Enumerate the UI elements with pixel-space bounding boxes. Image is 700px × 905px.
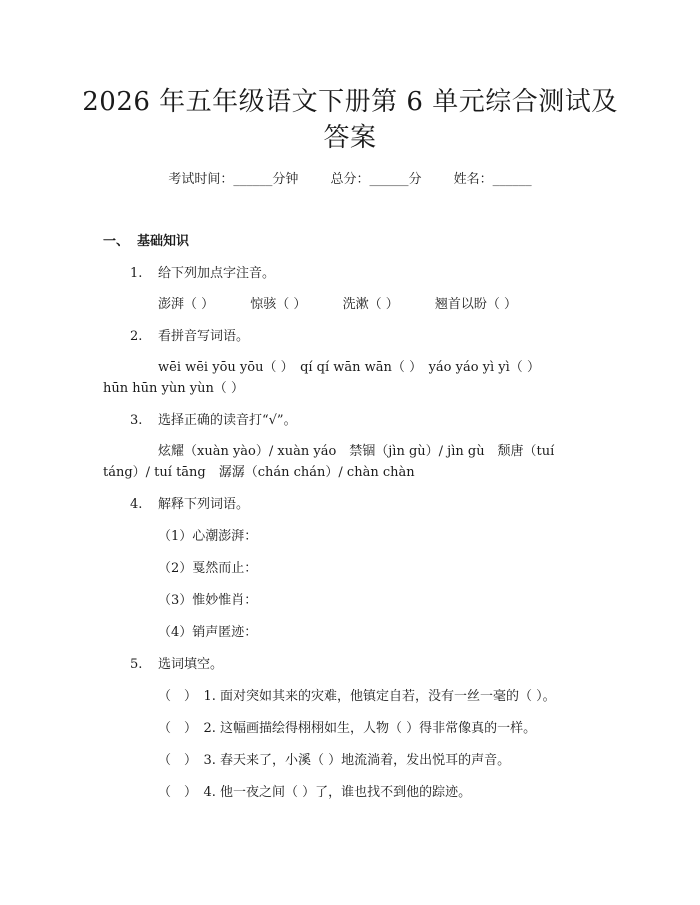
list-item: 翘首以盼（ ） <box>434 297 517 312</box>
exam-time: 考试时间：______分钟 <box>168 172 299 187</box>
question-number: 1. <box>130 266 143 281</box>
list-item: （ ） 3. 春天来了，小溪（ ）地流淌着，发出悦耳的声音。 <box>158 753 511 768</box>
question-number: 5. <box>130 657 143 672</box>
question-number: 3. <box>130 413 143 428</box>
section-heading <box>103 230 189 249</box>
question-2-line-1: wēi wēi yōu yōu（ ） qí qí wān wān（ ） yáo yáo yì yì（ ） <box>158 360 540 375</box>
question-number: 4. <box>130 497 143 512</box>
title-line-1: 2026 年五年级语文下册第 6 单元综合测试及 <box>82 87 618 117</box>
question-text: 给下列加点字注音。 <box>158 266 276 281</box>
question-3-line-2: táng）/ tuí tāng 潺潺（chán chán）/ chàn chàn <box>103 465 415 480</box>
question-3-prompt <box>130 409 297 428</box>
list-item: （ ） 1. 面对突如其来的灾难，他镇定自若，没有一丝一毫的（ ）。 <box>158 689 556 704</box>
list-item: 惊骇（ ） <box>250 297 307 312</box>
question-4-prompt <box>130 493 249 512</box>
section-number: 一、 <box>103 234 130 249</box>
list-item: （4）销声匿迹： <box>158 625 258 640</box>
list-item: （ ） 2. 这幅画描绘得栩栩如生，人物（ ）得非常像真的一样。 <box>158 721 537 736</box>
question-text: 看拼音写词语。 <box>158 329 250 344</box>
exam-name: 姓名：______ <box>453 172 532 187</box>
question-5-prompt <box>130 653 223 672</box>
question-1-items <box>158 293 517 312</box>
question-2-line-2: hūn hūn yùn yùn（ ） <box>103 381 244 396</box>
question-text: 解释下列词语。 <box>158 497 250 512</box>
list-item: （ ） 4. 他一夜之间（ ）了，谁也找不到他的踪迹。 <box>158 785 472 800</box>
list-item: 澎湃（ ） <box>158 297 215 312</box>
section-label: 基础知识 <box>137 234 190 249</box>
list-item: （3）惟妙惟肖： <box>158 593 258 608</box>
question-1-prompt <box>130 262 275 281</box>
question-2-prompt <box>130 325 249 344</box>
list-item: （1）心潮澎湃： <box>158 529 258 544</box>
title-line-2: 答案 <box>323 123 377 153</box>
list-item: （2）戛然而止： <box>158 561 258 576</box>
question-3-line-1: 炫耀（xuàn yào）/ xuàn yáo 禁锢（jìn gù）/ jìn gù 颓唐（tuí <box>158 444 555 459</box>
exam-meta <box>0 168 700 187</box>
question-text: 选词填空。 <box>158 657 224 672</box>
question-number: 2. <box>130 329 143 344</box>
exam-total-score: 总分：______分 <box>330 172 422 187</box>
document-title <box>80 84 620 156</box>
question-text: 选择正确的读音打“√”。 <box>158 413 297 428</box>
list-item: 洗漱（ ） <box>342 297 399 312</box>
